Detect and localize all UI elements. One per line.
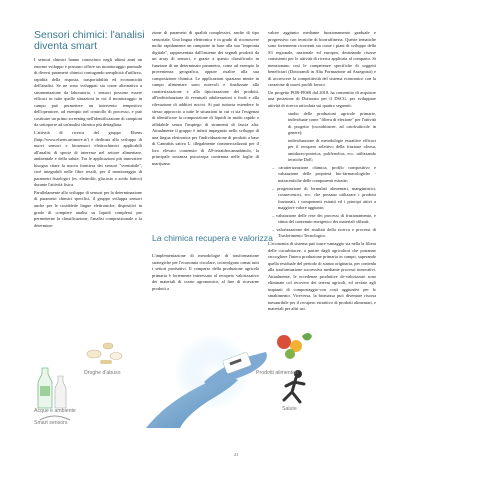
paragraph: Parallelamente allo sviluppo di sensori per la determinazione di parametri chimici specifici, il gruppo sviluppa sensori anche per le cosiddette lingue elettroniche, dispositivi in grado di compiere analisi su liquidi complessi per permetterne la classificazione, l'analisi composizionale o la determina- xyxy=(34,189,142,228)
fruits-icon xyxy=(277,333,312,359)
paragraph: L'economia di sistema può trarre vantaggio sia nella la filiera delle cucurbitacee, a partire dagli agricoltori che potranno raccogliere l'intera produzione primaria in campo, superando quella residuale del periodo di stanza originaria, per contenla alla trasformazione successiva mediante processi innovativi. Attualmente, le eccedenze produttive de-valorizzate sono eliminate col recovero dei terreni agricoli, ed avviate agli impianti di compostaggio-con costi aggiuntivi per lo smaltimento. Viceversa, la biomassa può diventare risorsa inesauribile per il recupero estrattivo di prodotti alimentari, e materiali per altri usi. xyxy=(268,240,376,312)
indented-item: individuazione di metodologie estrattive efficaci per il recupero selettivo della frazione oleosa, amidaceo-proteica, polifenolica, ecc. utilizzando tecniche DoE; xyxy=(288,137,376,163)
dash-item: – caratterizzazione chimica, profilo compositivo e valutazione delle proprietà bio-farmacologiche - nutraceutiche delle componenti estratte; xyxy=(272,164,376,184)
illustration-svg xyxy=(34,316,360,428)
title-line-2: diventa smart xyxy=(34,40,98,52)
hand-sensor-icon xyxy=(146,334,267,428)
dash-item: – progettazione di formulati alimentari, mangimistici, cosmeceutici, ecc. che possano utilizzare i prodotti frazionati, i componenti estratti ed i principi attivi a maggiore valore aggiunto; xyxy=(272,185,376,211)
paragraph: I sensori chimici hanno conosciuto negli ultimi anni un enorme sviluppo e possono offrire un monitoraggio puntuale di diversi parametri chimici coniugando semplicità d'utilizzo, rapidità della risposta, trasportabilità ed economicità dell'analisi. Se ne sono sviluppati sia come alternativa a strumentazione da laboratorio, i sensori possono essere efficaci in tutte quelle situazioni in cui il monitoraggio in campo può permettere un intervento tempestivo dell'operatore, ad esempio nel controllo di processo, e può costituire un primo screening nell'identificazione di campioni da sottoporre ad un'analisi chimica più dettagliata. xyxy=(34,57,142,128)
pills-icon xyxy=(87,343,122,364)
column-1-text xyxy=(34,57,142,230)
caption-food: Prodotti alimentari xyxy=(256,370,298,376)
section-title-chimica-recupera: La chimica recupera e valorizza xyxy=(152,233,273,243)
caption-drugs: Droghe d'abuso xyxy=(84,370,121,376)
indented-item: studio delle produzioni agricole primarie, individuate come "filiera di elezione" per l'attività di progetto (cucurbitacee, ad ortofrutticole in genere); xyxy=(288,110,376,136)
section-title-sensori-chimici xyxy=(34,30,154,52)
water-bottles-icon xyxy=(38,368,66,408)
dash-item: – valorizzazione dei risultati della ricerca e processi di Trasferimento Tecnologico. xyxy=(272,226,376,239)
column-2-text xyxy=(152,30,259,168)
paragraph: valore aggiunto mediante funzionamento graduale e progressivo con tecniche di biorraffineria. Queste tematiche sono fortemente ricorrenti sia come i piani di sviluppo della S3 regionale, nazionale ed europea, destinando risorse consistenti per le attività di ricerca applicata al comparto. Si menzionano così le competenze specifiche di soggetti beneficiari (Dottorandi in Alta Formazione ad Assegnisti) e di accrescere la competitività del sistema economico con la creazione di nuovi profili lavoro. xyxy=(268,30,376,88)
sensors-illustration xyxy=(34,316,360,428)
title-line-1: Sensori chimici: l'analisi xyxy=(34,29,145,41)
column-3-text xyxy=(268,30,376,314)
caption-health: Salute xyxy=(282,406,297,412)
page-number: 21 xyxy=(234,452,239,457)
caption-water: Acque e ambiente xyxy=(34,408,76,414)
paragraph: L'attività di ricerca del gruppo Elsens (http://www.elsens.unimore.it/) è dedicata allo sviluppo di nuovi sensori e biosensori elettrochimici applicabili all'analisi di specie di interesse nel settore alimentare, ambientale e della salute. Tra le applicazioni più innovative bisogna citare la nuova frontiera dei sensori "sventabile", cioè integrabili nelle fibre tessili, per il monitoraggio di parametri fisiologici (es. elettroliti, glucosio o acido lattico) durante l'attività fisica. xyxy=(34,130,142,188)
caption-smart-sensors: Smart sensors xyxy=(34,420,68,426)
dash-item: – valutazione delle rese dei processi di frazionamento, e stima del contenuto energetico dei materiali sfibrati; xyxy=(272,212,376,225)
paragraph: L'implementazione di metodologie di trasformazione strategiche per l'economia circolare, coinvolgono ormai tutti i settori produttivi. Il comparto della produzione agricola primaria è fortemente interessato al recupero valorizzativo dei materiali di scarto agronomico, al fine di ricavarne prodotti a xyxy=(152,253,259,291)
paragraph: Un progetto POR-FESR dal 2018, ha consentito di acquisire una posizione di Dottorato per il DSCG, per sviluppare attività di ricerca articolata sui quattro seguenti: xyxy=(268,89,376,109)
paragraph: zione di parametri di qualità complessivi, anche di tipo sensoriale. Una lingua elettronica è in grado di riconoscere molto rapidamente un campione in base alla sua "impronta digitale", rappresentata dall'insieme dei segnali prodotti da un array di sensori, e grazie a questo classificarlo in funzione di un determinato parametro, come ad esempio la provenienza geografica, oppure risalire alla sua composizione chimica. Le applicazioni spaziano mente in campo alimentare sono notevoli e finalizzate alla caratterizzazione e alla tipicizzazione dei prodotti, all'individuazione di eventuali adulterazioni o frodi e alla rilevazione di additivi nocivi. Si può tuttavia estendere lo stesso approccio a tutte le situazioni in cui ci sia l'esigenza di identificare la composizione di liquidi in modo rapido e affidabile senza l'impiego di strumenti di fascia alta. Attualmente il gruppo è infatti impegnato nello sviluppo di una lingua elettronica per l'individuazione di prodotti a base di Cannabis sativa L. illegalmente commercializzati per il loro elevato contenuto di Δ9-tetraidrocannabinolo, la principale sostanza psicotropa contenuta nelle foglie di marijuana. xyxy=(152,30,259,166)
column-2-lower-text xyxy=(152,253,259,293)
